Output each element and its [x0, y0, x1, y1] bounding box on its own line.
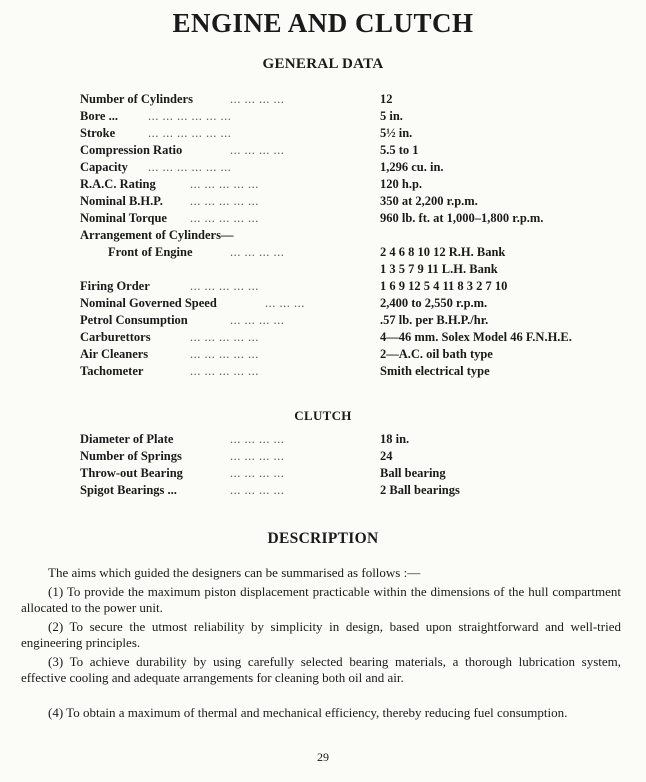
spec-row — [80, 227, 620, 244]
leader-dots: ... ... ... ... — [230, 92, 285, 106]
spec-row — [80, 193, 620, 210]
spec-value: 5.5 to 1 — [380, 143, 419, 157]
leader-dots: ... ... ... ... ... — [190, 347, 259, 361]
spec-value: 2,400 to 2,550 r.p.m. — [380, 296, 488, 310]
leader-dots: ... ... ... ... — [230, 449, 285, 463]
spec-value: 1 6 9 12 5 4 11 8 3 2 7 10 — [380, 279, 508, 293]
leader-dots: ... ... ... ... — [230, 483, 285, 497]
spec-value: .57 lb. per B.H.P./hr. — [380, 313, 489, 327]
spec-label: R.A.C. Rating — [80, 177, 156, 191]
spec-label: Tachometer — [80, 364, 144, 378]
spec-label: Capacity — [80, 160, 128, 174]
leader-dots: ... ... ... ... ... — [190, 177, 259, 191]
spec-row — [80, 244, 620, 261]
clutch-heading: CLUTCH — [294, 408, 352, 423]
leader-dots: ... ... ... ... ... — [190, 279, 259, 293]
spec-value: 5½ in. — [380, 126, 413, 140]
spec-value: Ball bearing — [380, 466, 446, 480]
spec-value: 12 — [380, 92, 393, 106]
spec-row — [80, 176, 620, 193]
spec-label: Nominal Governed Speed — [80, 296, 217, 310]
spec-value: 2 Ball bearings — [380, 483, 460, 497]
spec-row — [80, 91, 620, 108]
spec-label: Air Cleaners — [80, 347, 149, 361]
spec-label: Nominal Torque — [80, 211, 167, 225]
spec-label: Diameter of Plate — [80, 432, 174, 446]
spec-label: Number of Springs — [80, 449, 182, 463]
spec-value: 5 in. — [380, 109, 403, 123]
spec-value: 1 3 5 7 9 11 L.H. Bank — [380, 262, 498, 276]
spec-value: 120 h.p. — [380, 177, 423, 191]
spec-value: 18 in. — [380, 432, 410, 446]
spec-row — [80, 261, 620, 278]
spec-row — [80, 312, 620, 329]
description-item: (1) To provide the maximum piston displacement practicable within the dimensions of the hull compartment allocated to the power unit. — [21, 584, 621, 615]
leader-dots: ... ... ... ... ... ... — [148, 160, 232, 174]
leader-dots: ... ... ... ... ... — [190, 364, 259, 378]
spec-label: Nominal B.H.P. — [80, 194, 163, 208]
leader-dots: ... ... ... ... ... ... — [148, 126, 232, 140]
spec-row — [80, 108, 620, 125]
spec-label: Firing Order — [80, 279, 150, 293]
spec-row — [80, 363, 620, 380]
leader-dots: ... ... ... ... — [230, 466, 285, 480]
spec-value: 2 4 6 8 10 12 R.H. Bank — [380, 245, 506, 259]
leader-dots: ... ... ... ... — [230, 432, 285, 446]
description-item: (4) To obtain a maximum of thermal and mechanical efficiency, thereby reducing fuel consumption. — [48, 705, 568, 720]
page-number: 29 — [317, 750, 329, 764]
spec-label: Throw-out Bearing — [80, 466, 183, 480]
description-item: (2) To secure the utmost reliability by simplicity in design, based upon straightforward and well-tried engineering principles. — [21, 619, 621, 650]
spec-label: Stroke — [80, 126, 116, 140]
spec-value: Smith electrical type — [380, 364, 490, 378]
spec-row — [80, 278, 620, 295]
spec-value: 1,296 cu. in. — [380, 160, 444, 174]
spec-value: 4—46 mm. Solex Model 46 F.N.H.E. — [380, 330, 572, 344]
spec-label: Compression Ratio — [80, 143, 183, 157]
spec-label: Number of Cylinders — [80, 92, 193, 106]
leader-dots: ... ... ... ... — [230, 245, 285, 259]
spec-row — [80, 329, 620, 346]
spec-label: Spigot Bearings ... — [80, 483, 177, 497]
leader-dots: ... ... ... ... ... ... — [148, 109, 232, 123]
spec-value: 960 lb. ft. at 1,000–1,800 r.p.m. — [380, 211, 544, 225]
spec-value: 24 — [380, 449, 393, 463]
spec-value: 350 at 2,200 r.p.m. — [380, 194, 478, 208]
spec-row — [80, 159, 620, 176]
spec-label: Front of Engine — [108, 245, 193, 259]
leader-dots: ... ... ... — [265, 296, 305, 310]
leader-dots: ... ... ... ... — [230, 143, 285, 157]
description-intro: The aims which guided the designers can be summarised as follows :— — [48, 565, 421, 580]
spec-label: Arrangement of Cylinders— — [80, 228, 234, 242]
spec-label: Carburettors — [80, 330, 151, 344]
spec-row — [80, 142, 620, 159]
spec-row — [80, 431, 620, 448]
spec-row — [80, 465, 620, 482]
description-item: (3) To achieve durability by using carefully selected bearing materials, a thorough lubrication system, effective cooling and adequate arrangements for cleaning both oil and air. — [21, 654, 621, 685]
spec-row — [80, 295, 620, 312]
spec-row — [80, 448, 620, 465]
page-title: ENGINE AND CLUTCH — [172, 8, 474, 38]
general-data-heading: GENERAL DATA — [262, 56, 384, 72]
leader-dots: ... ... ... ... — [230, 313, 285, 327]
leader-dots: ... ... ... ... ... — [190, 211, 259, 225]
spec-row — [80, 125, 620, 142]
leader-dots: ... ... ... ... ... — [190, 194, 259, 208]
spec-row — [80, 346, 620, 363]
spec-row — [80, 210, 620, 227]
spec-row — [80, 482, 620, 499]
spec-value: 2—A.C. oil bath type — [380, 347, 493, 361]
spec-label: Petrol Consumption — [80, 313, 188, 327]
leader-dots: ... ... ... ... ... — [190, 330, 259, 344]
spec-label: Bore ... — [80, 109, 118, 123]
description-heading: DESCRIPTION — [267, 530, 379, 547]
